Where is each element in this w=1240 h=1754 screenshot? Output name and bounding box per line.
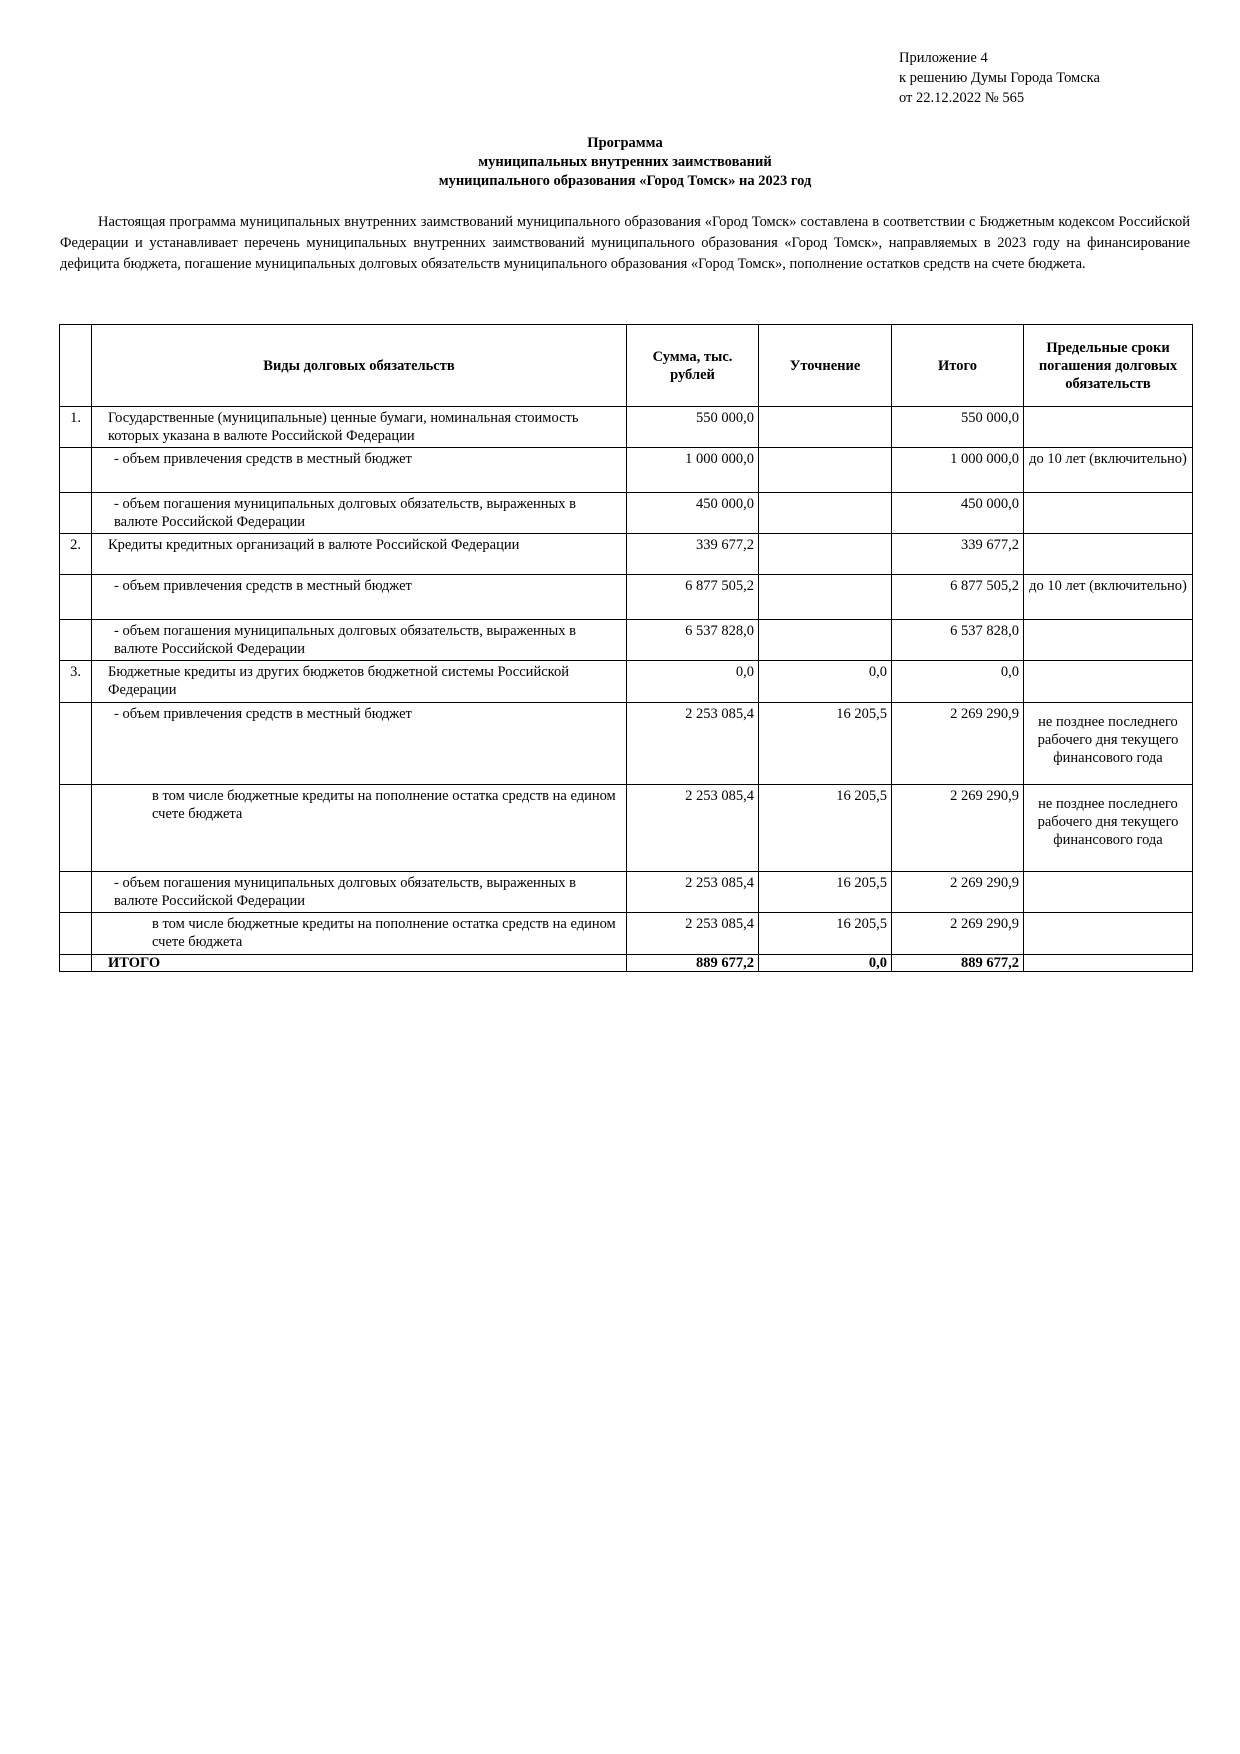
table-row xyxy=(60,448,1193,493)
table-header-row xyxy=(60,325,1193,407)
row-sum: 1 000 000,0 xyxy=(627,448,759,493)
row-name: Бюджетные кредиты из других бюджетов бюджетной системы Российской Федерации xyxy=(92,661,627,703)
row-sum: 6 537 828,0 xyxy=(627,620,759,661)
row-term: не позднее последнего рабочего дня текущего финансового года xyxy=(1024,703,1193,785)
document-title xyxy=(60,134,1190,191)
appendix-line: Приложение 4 xyxy=(899,50,988,66)
row-total: 0,0 xyxy=(892,661,1024,703)
total-num xyxy=(60,955,92,972)
row-term: до 10 лет (включительно) xyxy=(1024,575,1193,620)
table-row xyxy=(60,661,1193,703)
row-adjustment: 16 205,5 xyxy=(759,913,892,955)
row-name: - объем привлечения средств в местный бюджет xyxy=(92,448,627,493)
total-term xyxy=(1024,955,1193,972)
row-adjustment xyxy=(759,620,892,661)
row-total: 339 677,2 xyxy=(892,534,1024,575)
title-line: муниципальных внутренних заимствований xyxy=(478,154,772,170)
row-name: Государственные (муниципальные) ценные бумаги, номинальная стоимость которых указана в валюте Российской Федерации xyxy=(92,407,627,448)
row-term xyxy=(1024,534,1193,575)
row-total: 6 877 505,2 xyxy=(892,575,1024,620)
intro-paragraph: Настоящая программа муниципальных внутренних заимствований муниципального образования «Город Томск» составлена в соответствии с Бюджетным кодексом Российской Федерации и устанавливает перечень муниципальных внутренних заимствований муниципального образования «Город Томск», направляемых в 2023 году на финансирование дефицита бюджета, погашение муниципальных долговых обязательств муниципального образования «Город Томск», пополнение остатков средств на счете бюджета. xyxy=(60,214,1190,272)
row-name: в том числе бюджетные кредиты на пополнение остатка средств на едином счете бюджета xyxy=(92,785,627,872)
row-num xyxy=(60,785,92,872)
header-name: Виды долговых обязательств xyxy=(92,325,627,407)
row-name: - объем погашения муниципальных долговых обязательств, выраженных в валюте Российской Федерации xyxy=(92,493,627,534)
row-adjustment: 16 205,5 xyxy=(759,872,892,913)
row-num xyxy=(60,493,92,534)
row-total: 450 000,0 xyxy=(892,493,1024,534)
row-total: 2 269 290,9 xyxy=(892,913,1024,955)
row-term xyxy=(1024,620,1193,661)
debt-program-table xyxy=(59,324,1193,972)
row-sum: 6 877 505,2 xyxy=(627,575,759,620)
row-term xyxy=(1024,493,1193,534)
row-adjustment xyxy=(759,575,892,620)
appendix-note xyxy=(899,48,1100,108)
table-row xyxy=(60,913,1193,955)
row-name: Кредиты кредитных организаций в валюте Российской Федерации xyxy=(92,534,627,575)
row-sum: 550 000,0 xyxy=(627,407,759,448)
row-num xyxy=(60,620,92,661)
total-total: 889 677,2 xyxy=(892,955,1024,972)
row-total: 550 000,0 xyxy=(892,407,1024,448)
header-adjustment: Уточнение xyxy=(759,325,892,407)
header-total: Итого xyxy=(892,325,1024,407)
row-num xyxy=(60,913,92,955)
appendix-line: от 22.12.2022 № 565 xyxy=(899,90,1025,106)
row-adjustment xyxy=(759,448,892,493)
row-num: 1. xyxy=(60,407,92,448)
header-num xyxy=(60,325,92,407)
title-line: Программа xyxy=(587,135,663,151)
table-row xyxy=(60,534,1193,575)
row-term: не позднее последнего рабочего дня текущего финансового года xyxy=(1024,785,1193,872)
row-sum: 339 677,2 xyxy=(627,534,759,575)
row-sum: 2 253 085,4 xyxy=(627,703,759,785)
appendix-line: к решению Думы Города Томска xyxy=(899,70,1100,86)
row-sum: 2 253 085,4 xyxy=(627,913,759,955)
table-total-row xyxy=(60,955,1193,972)
row-name: - объем привлечения средств в местный бюджет xyxy=(92,703,627,785)
row-total: 6 537 828,0 xyxy=(892,620,1024,661)
table-row xyxy=(60,575,1193,620)
row-name: - объем погашения муниципальных долговых обязательств, выраженных в валюте Российской Федерации xyxy=(92,620,627,661)
row-sum: 0,0 xyxy=(627,661,759,703)
row-total: 2 269 290,9 xyxy=(892,872,1024,913)
row-adjustment xyxy=(759,493,892,534)
row-num xyxy=(60,703,92,785)
row-total: 1 000 000,0 xyxy=(892,448,1024,493)
row-num xyxy=(60,872,92,913)
table-row xyxy=(60,703,1193,785)
row-adjustment: 0,0 xyxy=(759,661,892,703)
row-name: - объем привлечения средств в местный бюджет xyxy=(92,575,627,620)
total-sum: 889 677,2 xyxy=(627,955,759,972)
total-name: ИТОГО xyxy=(92,955,627,972)
row-total: 2 269 290,9 xyxy=(892,785,1024,872)
row-name: в том числе бюджетные кредиты на пополнение остатка средств на едином счете бюджета xyxy=(92,913,627,955)
header-sum: Сумма, тыс. рублей xyxy=(627,325,759,407)
row-num: 2. xyxy=(60,534,92,575)
row-sum: 450 000,0 xyxy=(627,493,759,534)
table-row xyxy=(60,620,1193,661)
table-row xyxy=(60,407,1193,448)
row-adjustment: 16 205,5 xyxy=(759,785,892,872)
table-row xyxy=(60,785,1193,872)
title-line: муниципального образования «Город Томск» на 2023 год xyxy=(438,173,812,189)
row-num: 3. xyxy=(60,661,92,703)
row-num xyxy=(60,575,92,620)
row-term: до 10 лет (включительно) xyxy=(1024,448,1193,493)
header-term: Предельные сроки погашения долговых обязательств xyxy=(1024,325,1193,407)
row-adjustment xyxy=(759,534,892,575)
row-sum: 2 253 085,4 xyxy=(627,785,759,872)
row-adjustment: 16 205,5 xyxy=(759,703,892,785)
row-term xyxy=(1024,661,1193,703)
row-adjustment xyxy=(759,407,892,448)
table-row xyxy=(60,493,1193,534)
total-adjustment: 0,0 xyxy=(759,955,892,972)
row-term xyxy=(1024,913,1193,955)
table-row xyxy=(60,872,1193,913)
row-total: 2 269 290,9 xyxy=(892,703,1024,785)
row-name: - объем погашения муниципальных долговых обязательств, выраженных в валюте Российской Федерации xyxy=(92,872,627,913)
row-term xyxy=(1024,872,1193,913)
row-term xyxy=(1024,407,1193,448)
row-sum: 2 253 085,4 xyxy=(627,872,759,913)
row-num xyxy=(60,448,92,493)
